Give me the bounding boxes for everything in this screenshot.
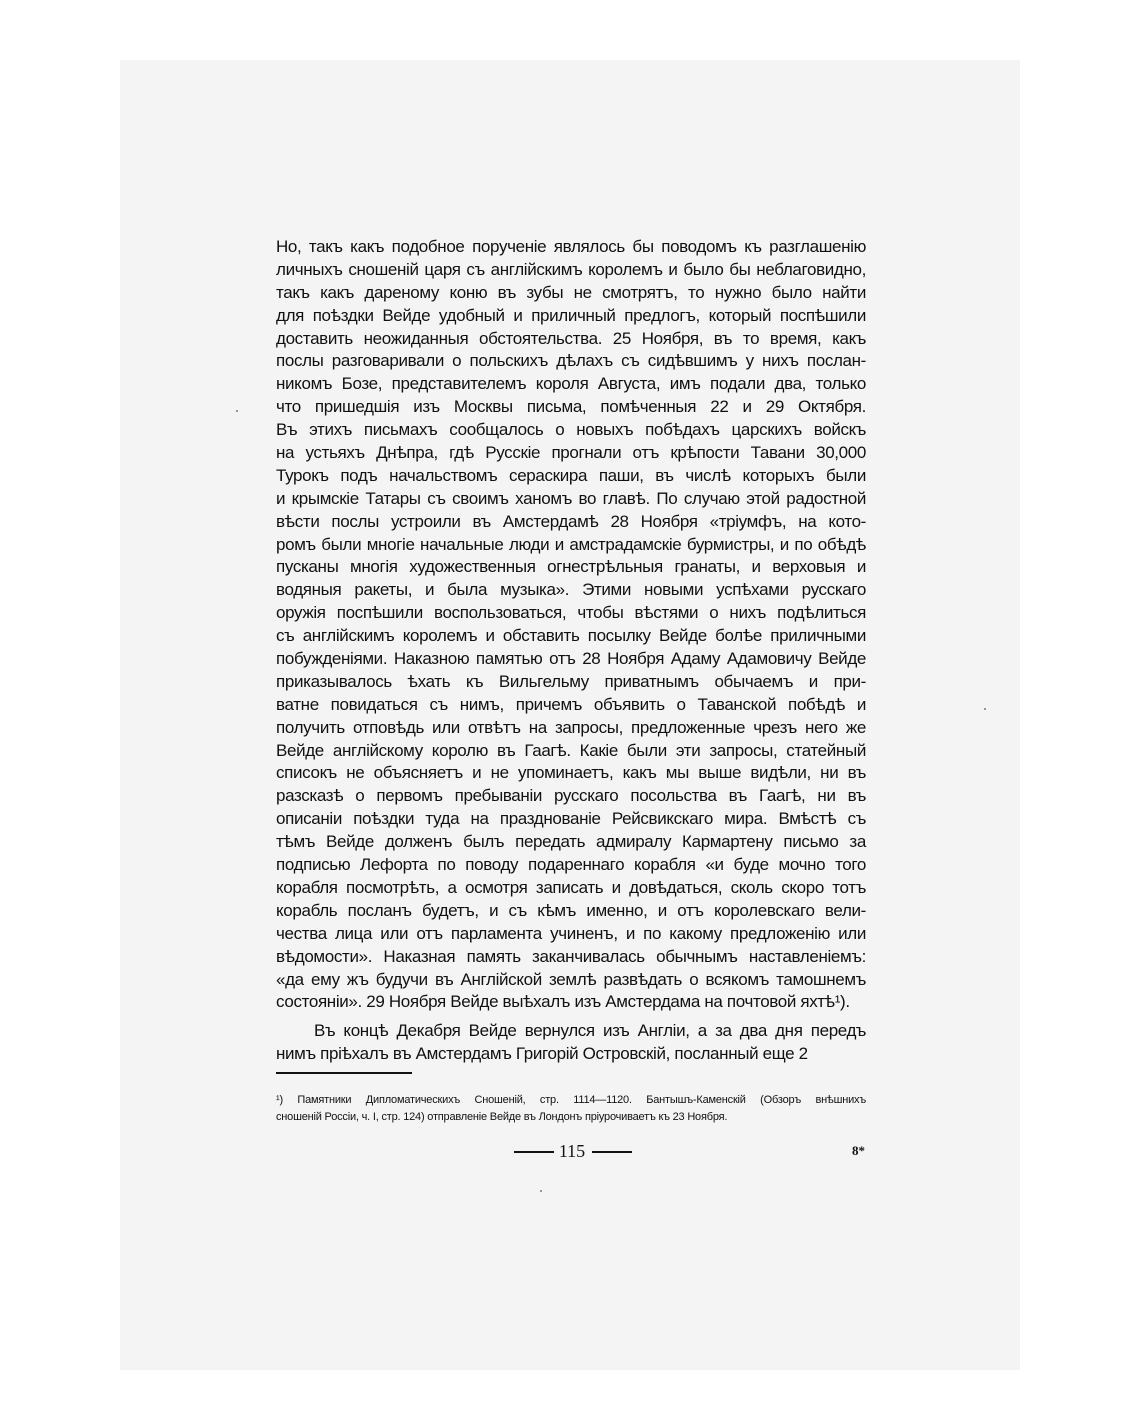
text-line: Вейде англiйскому королю въ Гаагѣ. Какiе были эти запросы, статейный [276,740,866,760]
printer-signature-mark: 8* [852,1143,865,1158]
text-line: что пришедшiя изъ Москвы письма, помѣченныя 22 и 29 Октября. [276,397,866,417]
scan-speck [540,1190,542,1192]
text-line: Турокъ подъ начальствомъ сераскира паши, въ числѣ которыхъ были [276,465,866,485]
text-line: тѣмъ Вейде долженъ былъ передать адмиралу Кармартену письмо за [276,832,866,852]
page-number: 115 [558,1141,586,1161]
text-line: водяныя ракеты, и была музыка». Этими новыми успѣхами русскаго [276,580,866,600]
text-line: вѣдомости». Наказная память заканчивалась обычнымъ наставленiемъ: [276,946,866,966]
text-line: на устьяхъ Днѣпра, гдѣ Русскiе прогнали отъ крѣпости Тавани 30,000 [276,443,866,463]
text-line: Въ концѣ Декабря Вейде вернулся изъ Англiи, а за два дня передъ [314,1021,866,1041]
text-line: для поѣздки Вейде удобный и приличный предлогъ, который поспѣшили [276,305,866,325]
text-line: вѣсти послы устроили въ Амстердамѣ 28 Ноября «трiумфъ, на кото- [276,511,866,531]
text-line: разсказѣ о первомъ пребыванiи русскаго посольства въ Гаагѣ, ни въ [276,786,866,806]
page-footer [276,1138,866,1164]
text-line: послы разговаривали о польскихъ дѣлахъ съ сидѣвшимъ у нихъ послан- [276,351,866,371]
footnote [276,1092,866,1126]
text-line: съ англiйскимъ королемъ и обставить посылку Вейде болѣе приличными [276,626,866,646]
text-line: подписью Лефорта по поводу подареннаго корабля «и буде мочно того [276,855,866,875]
text-line: оружiя поспѣшили воспользоваться, чтобы вѣстями о нихъ подѣлиться [276,603,866,623]
text-line: побужденiями. Наказною памятью отъ 28 Ноября Адаму Адамовичу Вейде [276,649,866,669]
text-line: получить отповѣдь или отвѣтъ на запросы, предложенные чрезъ него же [276,717,866,737]
scan-speck [984,708,986,710]
scan-speck [236,410,238,412]
footnote-line: ¹) Памятники Дипломатическихъ Сношенiй, стр. 1114—1120. Бантышъ-Каменскiй (Обзоръ внѣшнихъ [276,1094,866,1106]
text-line: чества лица или отъ парламента учиненъ, и по какому предложенiю или [276,923,866,943]
text-line: состоянiи». 29 Ноября Вейде выѣхалъ изъ Амстердама на почтовой яхтѣ¹). [276,992,850,1012]
text-line: описанiи поѣздки туда на празднованiе Рейсвикскаго мира. Вмѣстѣ съ [276,809,866,829]
footnote-line: сношенiй Россiи, ч. I, стр. 124) отправленiе Вейде въ Лондонъ прiурочиваетъ къ 23 Ноября. [276,1111,728,1123]
text-line: такъ какъ дареному коню въ зубы не смотрятъ, то нужно было найти [276,282,866,302]
text-line: Но, такъ какъ подобное порученiе являлось бы поводомъ къ разглашенiю [276,237,866,256]
text-line: и крымскiе Татары съ своимъ ханомъ во главѣ. По случаю этой радостной [276,488,866,508]
text-line: ромъ были многiе начальные люди и амстрадамскiе бурмистры, и по обѣдѣ [276,534,866,554]
text-line: доставить неожиданныя обстоятельства. 25 Ноября, въ то время, какъ [276,328,866,348]
paragraph-2 [276,1020,866,1066]
text-line: «да ему жъ будучи въ Англiйской землѣ развѣдать о всякомъ тамошнемъ [276,969,866,989]
paragraph-1 [276,236,866,1014]
text-line: приказывалось ѣхать къ Вильгельму приватнымъ обычаемъ и при- [276,671,866,691]
text-line: нимъ прiѣхалъ въ Амстердамъ Григорiй Островскiй, посланный еще 2 [276,1044,808,1064]
text-line: личныхъ сношенiй царя съ англiйскимъ королемъ и было бы неблаговидно, [276,259,866,279]
text-line: ватне повидаться съ нимъ, причемъ объявить о Таванской побѣдѣ и [276,694,866,714]
text-line: корабль посланъ будетъ, и съ кѣмъ именно, и отъ королевскаго вели- [276,900,866,920]
text-line: никомъ Бозе, представителемъ короля Августа, имъ подали два, только [276,374,866,394]
text-line: Въ этихъ письмахъ сообщалось о новыхъ побѣдахъ царскихъ войскъ [276,420,866,440]
footnote-separator [276,1072,412,1074]
text-line: списокъ не объясняетъ и не упоминаетъ, какъ мы выше видѣли, ни въ [276,763,866,783]
text-line: корабля посмотрѣть, а осмотря записать и довѣдаться, сколь скоро тотъ [276,877,866,897]
text-line: пусканы многiя художественныя огнестрѣльныя гранаты, и верховыя и [276,557,866,577]
page-number-dash-right [592,1151,632,1153]
body-text [276,236,866,1066]
